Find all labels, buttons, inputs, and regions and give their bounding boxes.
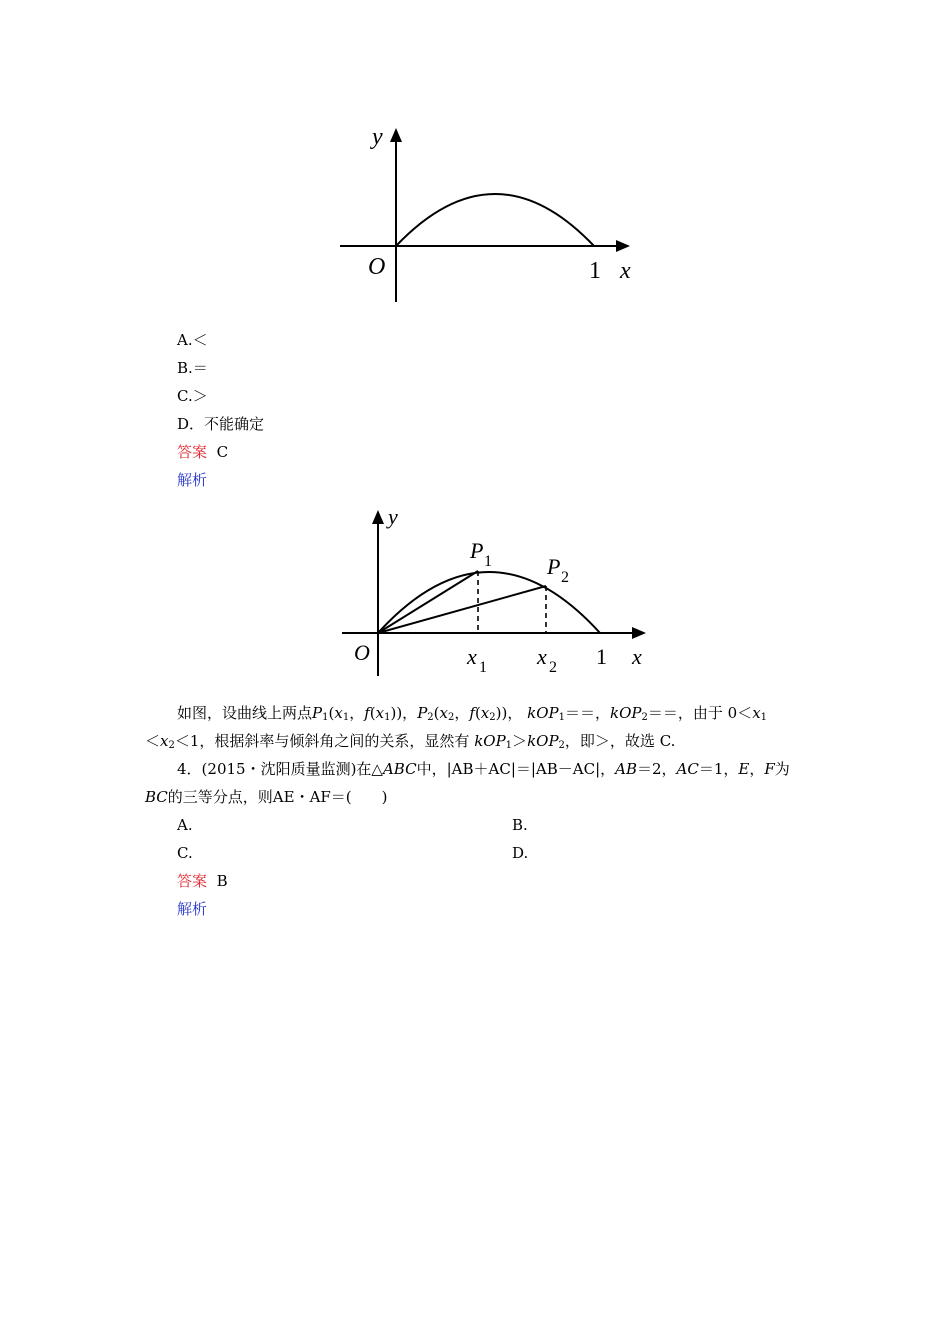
q4-option-a: A. [177, 816, 193, 834]
y-label: y [372, 124, 383, 150]
option-c: C.＞ [177, 387, 208, 405]
explanation-line-1: 如图，设曲线上两点$P_1(x_1$，$f(x_1)$)，$P_2(x_2$，$f(x_2)$)， kOP$_1$＝＝，kOP$_2$＝＝，由于 $0<x_1$ [177, 704, 768, 723]
option-a: A.＜ [177, 331, 208, 349]
x2-sub: 2 [549, 659, 557, 676]
p2-sub: 2 [561, 569, 569, 586]
option-b: B.＝ [177, 359, 208, 377]
y-axis-arrow [390, 128, 402, 142]
question4-line-2: BC的三等分点，则AE・AF＝( ) [145, 788, 388, 806]
y-axis-arrow [372, 510, 384, 524]
answer-value: C [216, 443, 229, 461]
analysis-label: 解析 [177, 471, 208, 489]
x-tick-one: 1 [596, 644, 607, 669]
figure-secants [330, 500, 660, 685]
question4-line-1: 4．(2015・沈阳质量监测)在△ABC中，|AB＋AC|＝|AB－AC|，AB＝2，AC＝1，E，F为 [177, 760, 790, 778]
x-label: x [632, 644, 642, 669]
q4-answer-row [177, 871, 228, 891]
curve [396, 194, 594, 246]
q4-option-b: B. [512, 816, 528, 834]
answer-row [177, 442, 228, 462]
x-axis-arrow [632, 627, 646, 639]
q4-answer-label: 答案 [177, 872, 208, 890]
q4-option-c: C. [177, 844, 193, 862]
q4-option-d: D. [512, 844, 529, 862]
origin-label: O [368, 254, 386, 280]
x-tick-one: 1 [589, 258, 601, 284]
answer-label: 答案 [177, 443, 208, 461]
p2-label: P [547, 554, 561, 579]
p1-sub: 1 [484, 553, 492, 570]
q4-answer-value: B [216, 872, 228, 890]
x-axis-arrow [616, 240, 630, 252]
y-label: y [388, 504, 398, 529]
secant-op1 [378, 571, 478, 633]
figure-parabola [330, 120, 650, 310]
explanation-line-2: $<x_2<1$，根据斜率与倾斜角之间的关系，显然有 kOP$_1$＞kOP$_2$，即＞，故选 C. [145, 732, 676, 751]
option-d: D．不能确定 [177, 415, 265, 433]
x-label: x [620, 258, 631, 284]
q4-analysis-label: 解析 [177, 900, 208, 918]
x1-label: x [467, 644, 477, 669]
origin-label: O [354, 640, 370, 665]
x1-sub: 1 [479, 659, 487, 676]
p1-label: P [470, 538, 484, 563]
x2-label: x [537, 644, 547, 669]
